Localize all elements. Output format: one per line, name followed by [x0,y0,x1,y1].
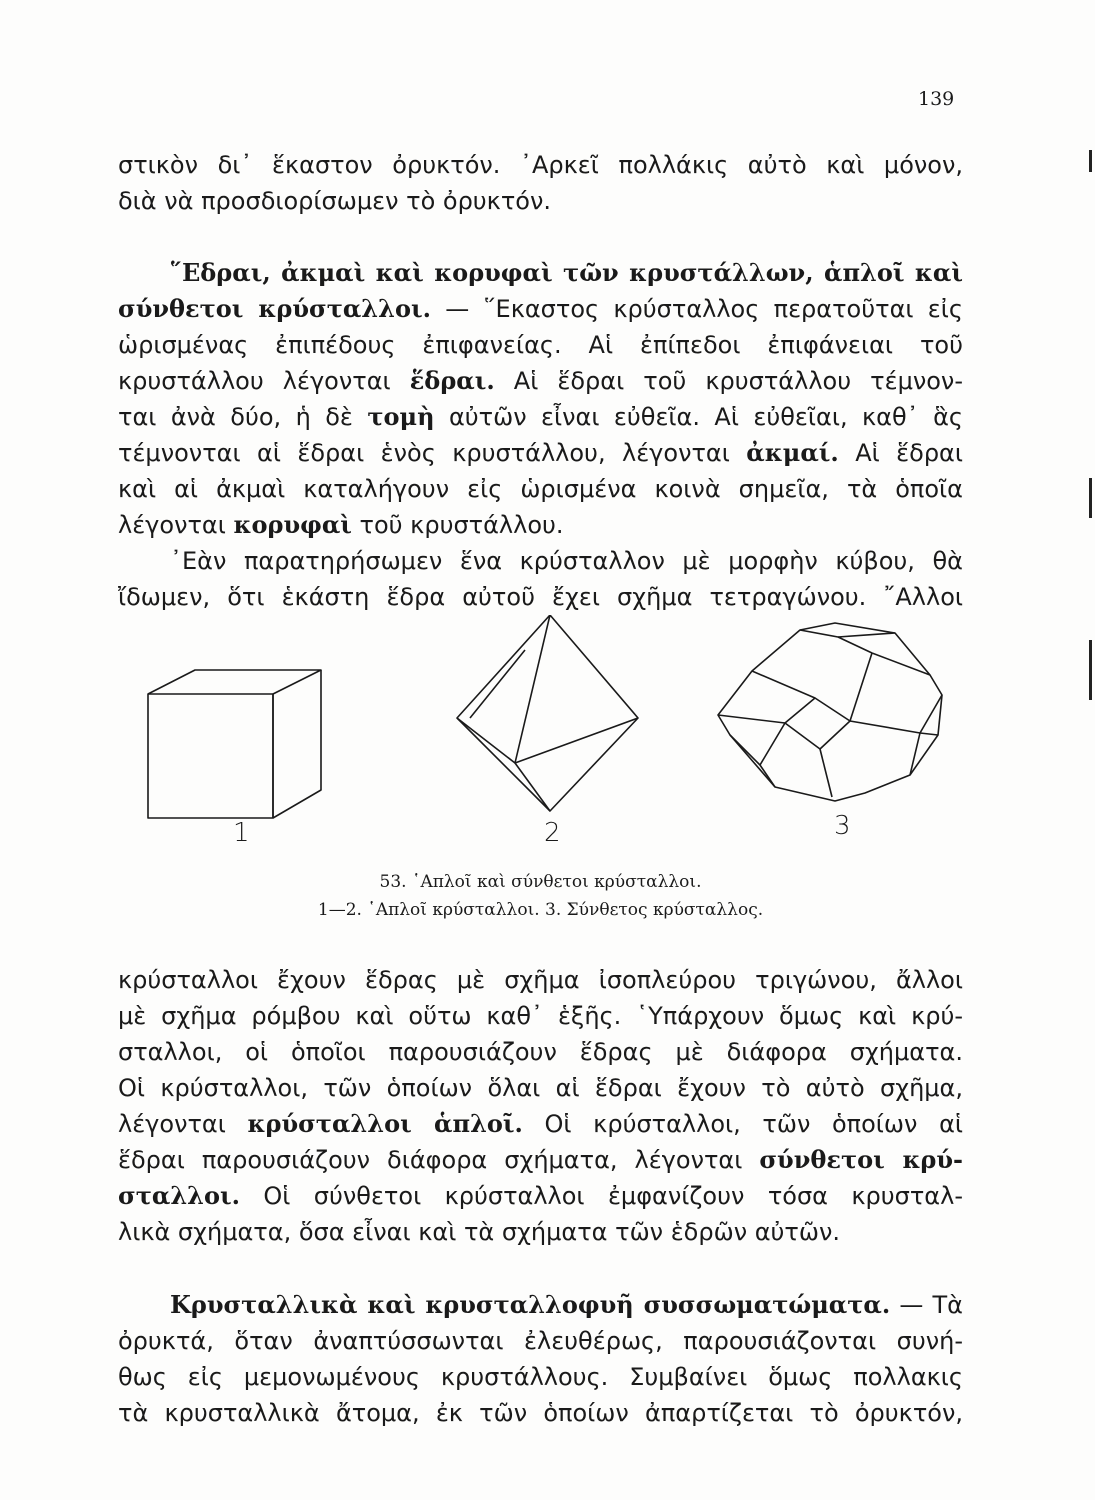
text-span: Οἱ σύνθετοι κρύσταλλοι ἐμφανίζουν τόσα κρυσταλ- [239,1182,963,1210]
bold-term: Κρυσταλλικὰ καὶ κρυσταλλοφυῆ συσσωματώματα. [170,1290,891,1319]
compound-edge [838,633,895,637]
text-line: διὰ νὰ προσδιορίσωμεν τὸ ὀρυκτόν. [118,187,551,215]
compound-edge [850,721,938,735]
text-span: λέγονται [118,511,234,539]
cube-front-face [148,694,273,818]
text-line [118,364,963,398]
text-line: ὡρισμένας ἐπιπέδους ἐπιφανείας. Αἱ ἐπίπεδοι ἐπιφάνειαι τοῦ [118,331,963,359]
octahedron-edge [515,615,550,763]
compound-edge [718,715,785,723]
text-span: ται ἀνὰ δύο, ἡ δὲ [118,403,368,431]
scan-edge-mark [1089,640,1092,700]
text-line: Οἱ κρύσταλλοι, τῶν ὁποίων ὅλαι αἱ ἕδραι ἔχουν τὸ αὐτὸ σχῆμα, [118,1074,963,1102]
compound-edge [752,671,815,698]
bold-term: ἀκμαί. [746,438,839,467]
text-line: ὀρυκτά, ὅταν ἀναπτύσσωνται ἐλευθέρως, παρουσιάζονται συνή- [118,1327,963,1355]
text-span: κρυστάλλου λέγονται [118,367,410,395]
text-line [118,1107,963,1141]
text-line [118,1143,963,1177]
text-span: τοῦ κρυστάλλου. [351,511,564,539]
section-heading [118,1288,963,1322]
compound-edge [730,735,760,765]
text-span: ἕδραι παρουσιάζουν διάφορα σχήματα, λέγονται [118,1146,760,1174]
text-line: λικὰ σχήματα, ὅσα εἶναι καὶ τὰ σχήματα τῶν ἑδρῶν αὐτῶν. [118,1218,841,1246]
bold-term: ἕδραι. [409,366,495,395]
figure-caption-legend: 1—2. ῾Απλοῖ κρύσταλλοι. 3. Σύνθετος κρύσταλλος. [317,900,764,920]
bold-term: σταλλοι. [118,1181,240,1210]
section-heading: ῞Εδραι, ἀκμαὶ καὶ κορυφαὶ τῶν κρυστάλλων, ἁπλοῖ καὶ [170,258,963,287]
text-span: τέμνονται αἱ ἕδραι ἑνὸς κρυστάλλου, λέγονται [118,439,747,467]
text-span: Οἱ κρύσταλλοι, τῶν ὁποίων αἱ [522,1110,964,1138]
text-line: ᾽Εὰν παρατηρήσωμεν ἕνα κρύσταλλον μὲ μορφὴν κύβου, θὰ [170,547,963,575]
scan-edge-mark [1089,150,1092,172]
compound-edge [850,653,872,721]
text-span: λέγονται [118,1110,248,1138]
bold-term: τομὴ [367,402,435,431]
text-line: μὲ σχῆμα ρόμβου καὶ οὕτω καθ᾽ ἑξῆς. ῾Υπάρχουν ὅμως καὶ κρύ- [118,1002,963,1030]
compound-edge [820,749,832,797]
page-number: 139 [918,88,955,110]
crystal-figure [120,615,960,855]
text-line: κρύσταλλοι ἔχουν ἕδρας μὲ σχῆμα ἰσοπλεύρου τριγώνου, ἄλλοι [118,966,963,994]
octahedron-equator [457,718,638,763]
figure-caption-title: 53. ῾Απλοῖ καὶ σύνθετοι κρύσταλλοι. [379,872,702,892]
cube-top-face [148,670,321,694]
octahedron-outline [457,615,638,811]
cube-crystal-icon [148,670,321,818]
bold-term: σύνθετοι κρύ- [759,1145,964,1174]
compound-crystal-icon [718,623,942,801]
octahedron-crystal-icon [457,615,638,811]
text-line: θως εἰς μεμονωμένους κρυστάλλους. Συμβαίνει ὅμως πολλακις [118,1363,963,1391]
text-span: — ῞Εκαστος κρύσταλλος περατοῦται εἰς [430,295,963,323]
bold-term: κορυφαὶ [233,510,352,539]
octahedron-back-edge [470,650,525,718]
bold-term: κρύσταλλοι ἁπλοῖ. [247,1109,523,1138]
figure-label-2: 2 [544,818,561,848]
compound-outline [718,623,942,801]
text-line: στικὸν δι᾽ ἕκαστον ὀρυκτόν. ᾽Αρκεῖ πολλάκις αὐτὸ καὶ μόνον, [118,151,963,179]
text-line: τὰ κρυσταλλικὰ ἄτομα, ἐκ τῶν ὁποίων ἀπαρτίζεται τὸ ὀρυκτόν, [118,1399,963,1427]
text-line [118,292,963,326]
text-line [118,400,963,434]
cube-side-face [273,670,321,818]
text-line [118,508,963,542]
text-line [118,1179,963,1213]
text-line: σταλλοι, οἱ ὁποῖοι παρουσιάζουν ἕδρας μὲ διάφορα σχήματα. [118,1038,963,1066]
text-line: καὶ αἱ ἀκμαὶ καταλήγουν εἰς ὡρισμένα κοινὰ σημεῖα, τὰ ὁποῖα [118,475,963,503]
scan-edge-mark [1089,478,1092,518]
compound-edge [800,630,872,653]
text-line [118,436,963,470]
figure-label-1: 1 [233,818,250,848]
text-span: — Τὰ [890,1291,963,1319]
text-span: Αἱ ἕδραι [838,439,963,467]
text-span: Αἱ ἕδραι τοῦ κρυστάλλου τέμνον- [494,367,964,395]
octahedron-edge [515,763,550,811]
text-line: ἴδωμεν, ὅτι ἑκάστη ἕδρα αὐτοῦ ἔχει σχῆμα τετραγώνου. ῎Αλλοι [118,583,963,611]
figure-label-3: 3 [834,811,851,841]
text-span: αὐτῶν εἶναι εὐθεῖα. Αἱ εὐθεῖαι, καθ᾽ ἃς [434,403,964,431]
compound-edge [760,723,785,787]
compound-center-face [785,698,850,749]
bold-term: σύνθετοι κρύσταλλοι. [118,294,431,323]
